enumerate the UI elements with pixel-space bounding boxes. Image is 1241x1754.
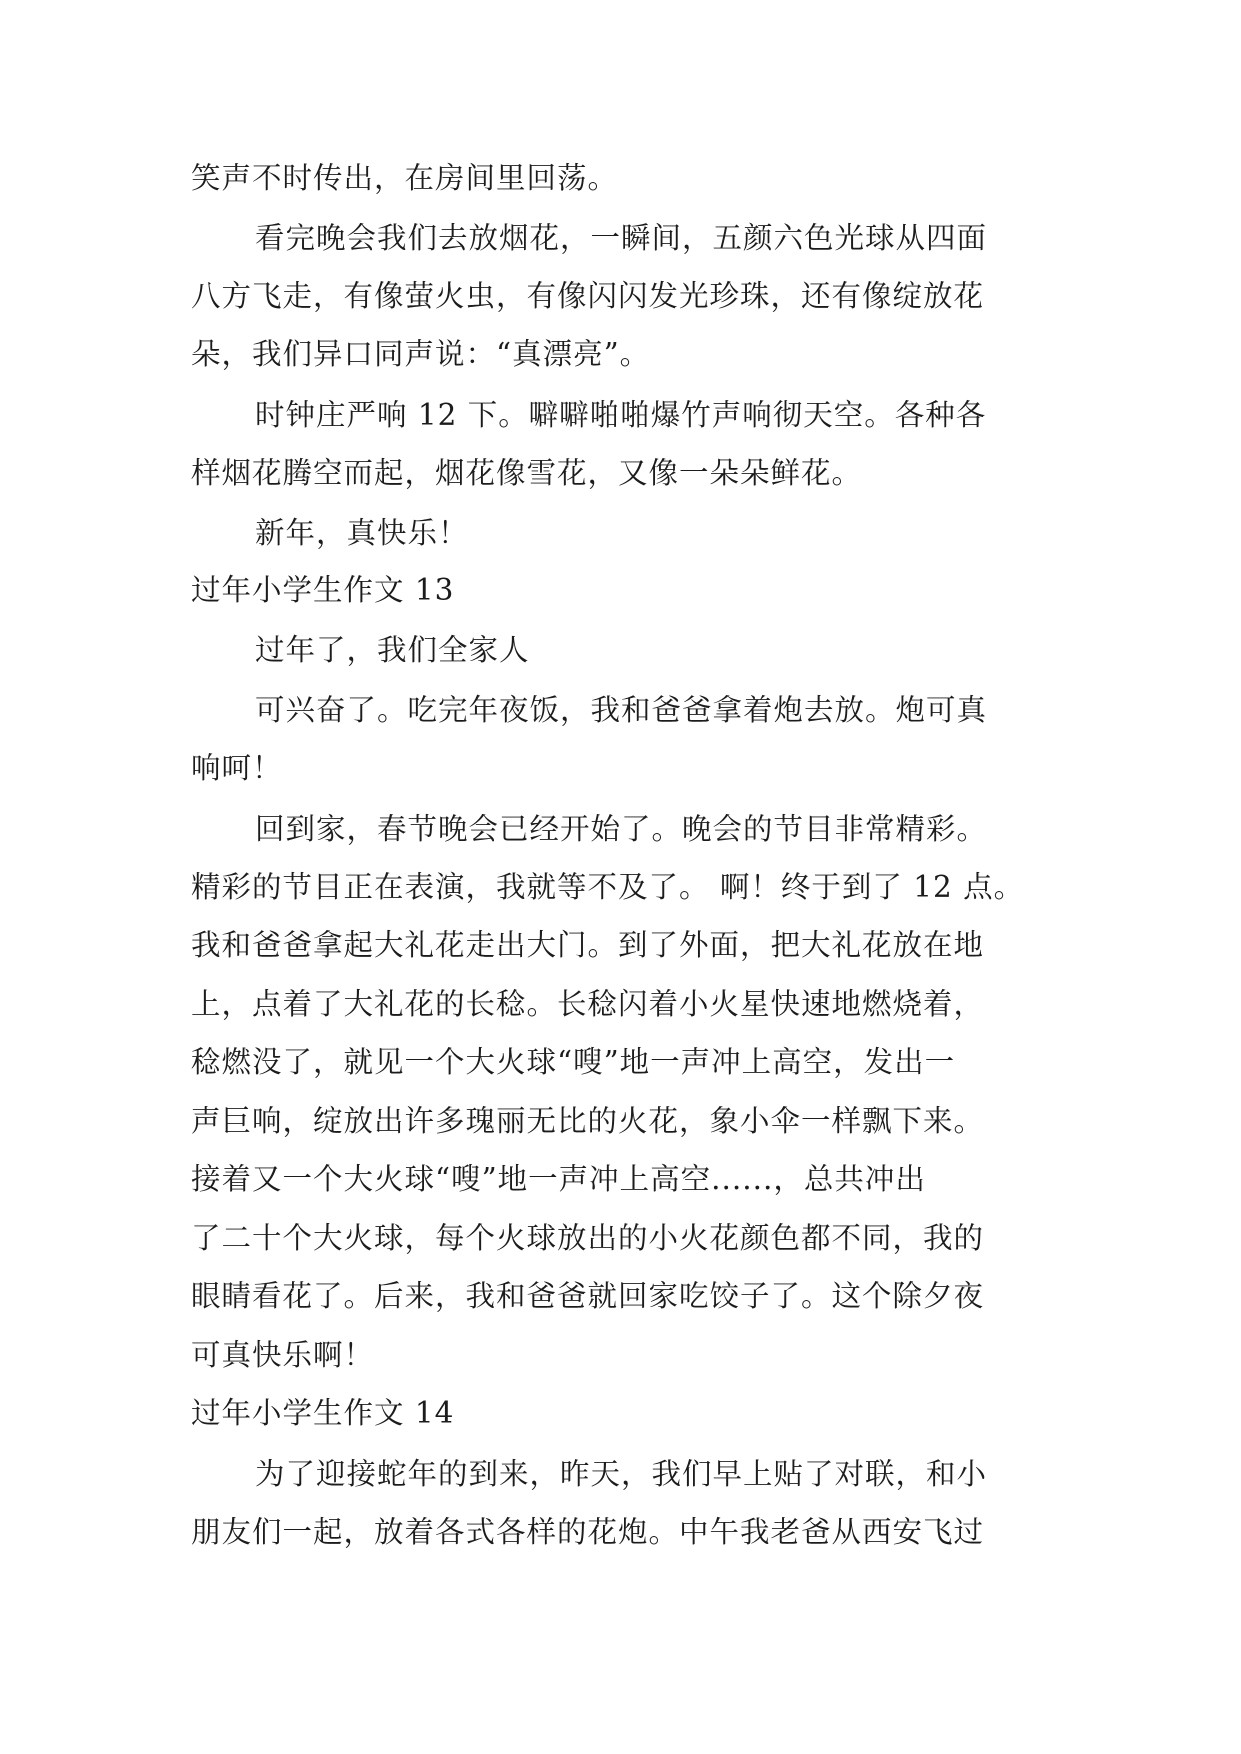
section-heading: 过年小学生作文 14 xyxy=(191,1396,455,1430)
text-line: 稔燃没了，就见一个大火球“嗖”地一声冲上高空，发出一 xyxy=(191,1045,956,1079)
text-line: 样烟花腾空而起，烟花像雪花，又像一朵朵鲜花。 xyxy=(191,456,863,490)
paragraph-start: 看完晚会我们去放烟花，一瞬间，五颜六色光球从四面 xyxy=(255,221,988,255)
text-line: 声巨响，绽放出许多瑰丽无比的火花，象小伞一样飘下来。 xyxy=(191,1104,985,1138)
paragraph-start: 新年，真快乐！ xyxy=(255,516,469,550)
text-line: 笑声不时传出，在房间里回荡。 xyxy=(191,161,619,195)
text-line: 可真快乐啊！ xyxy=(191,1338,375,1372)
paragraph-start: 时钟庄严响 12 下。噼噼啪啪爆竹声响彻天空。各种各 xyxy=(255,398,987,432)
text-line: 了二十个大火球，每个火球放出的小火花颜色都不同，我的 xyxy=(191,1221,985,1255)
paragraph-start: 可兴奋了。吃完年夜饭，我和爸爸拿着炮去放。炮可真 xyxy=(255,693,988,727)
paragraph-start: 回到家，春节晚会已经开始了。晚会的节目非常精彩。 xyxy=(255,812,988,846)
section-heading: 过年小学生作文 13 xyxy=(191,573,455,607)
paragraph-start: 为了迎接蛇年的到来，昨天，我们早上贴了对联，和小 xyxy=(255,1457,988,1491)
text-line: 我和爸爸拿起大礼花走出大门。到了外面，把大礼花放在地 xyxy=(191,928,985,962)
text-line: 朵，我们异口同声说：“真漂亮”。 xyxy=(191,337,651,371)
paragraph-start: 过年了，我们全家人 xyxy=(255,633,530,667)
text-line: 接着又一个大火球“嗖”地一声冲上高空......，总共冲出 xyxy=(191,1162,926,1196)
text-line: 眼睛看花了。后来，我和爸爸就回家吃饺子了。这个除夕夜 xyxy=(191,1279,985,1313)
text-line: 八方飞走，有像萤火虫，有像闪闪发光珍珠，还有像绽放花 xyxy=(191,279,985,313)
text-line: 响呵！ xyxy=(191,751,283,785)
text-line: 上，点着了大礼花的长稔。长稔闪着小火星快速地燃烧着， xyxy=(191,987,985,1021)
text-line: 朋友们一起，放着各式各样的花炮。中午我老爸从西安飞过 xyxy=(191,1515,985,1549)
text-line: 精彩的节目正在表演，我就等不及了。 啊！终于到了 12 点。 xyxy=(191,870,1025,904)
